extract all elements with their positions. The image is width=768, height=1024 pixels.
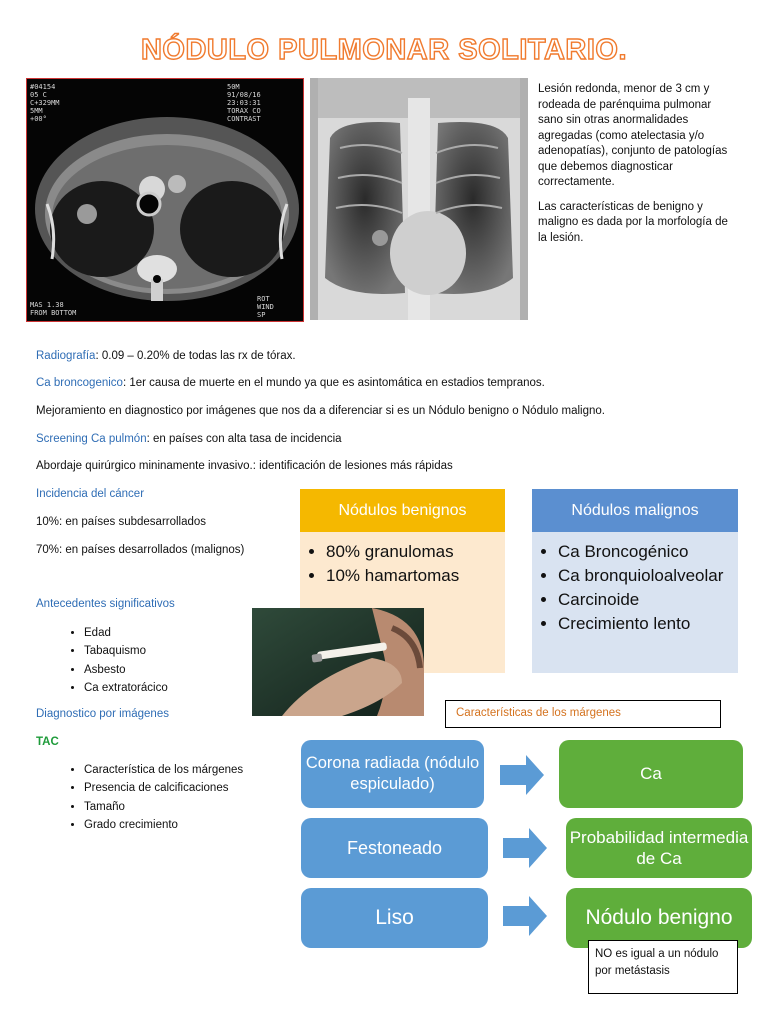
list-item: • Característica de los márgenes xyxy=(84,761,276,779)
intro-paragraph-1: Lesión redonda, menor de 3 cm y rodeada de parénquima pulmonar sano sin otras anormalidades agregadas (como atelectasia y/o adenopatías), conjunto de patologías que debemos diagnosticar correctamente. xyxy=(538,83,728,188)
diagnostico-list xyxy=(36,761,276,834)
line-ca-broncogenico: Ca broncogenico: 1er causa de muerte en el mundo ya que es asintomática en estadios tempranos. xyxy=(36,377,545,389)
malignant-nodules-box xyxy=(532,489,738,673)
chest-xray-image xyxy=(310,78,528,320)
margins-label: Características de los márgenes xyxy=(456,707,621,719)
list-item: • Ca extratorácico xyxy=(84,679,256,697)
list-item: • Presencia de calcificaciones xyxy=(84,779,276,797)
diagnostico-heading: Diagnostico por imágenes xyxy=(36,708,169,720)
result-probabilidad-intermedia: Probabilidad intermedia de Ca xyxy=(566,818,752,878)
metastasis-note: NO es igual a un nódulo por metástasis xyxy=(595,948,719,977)
incidence-line-1: 10%: en países subdesarrollados xyxy=(36,516,207,528)
list-item: • Ca bronquioloalveolar xyxy=(558,564,730,588)
arrow-icon xyxy=(503,828,549,873)
intro-text xyxy=(538,82,738,255)
tac-label: TAC xyxy=(36,736,59,748)
line-mejoramiento: Mejoramiento en diagnostico por imágenes que nos da a diferenciar si es un Nódulo benigno o Nódulo maligno. xyxy=(36,405,605,417)
list-item: • 10% hamartomas xyxy=(326,564,505,588)
incidence-line-2: 70%: en países desarrollados (malignos) xyxy=(36,544,245,556)
malignant-nodules-header: Nódulos malignos xyxy=(532,489,738,532)
list-item: • Crecimiento lento xyxy=(558,612,730,636)
margin-liso: Liso xyxy=(301,888,488,948)
ct-scan-image: #04154 05 C C+329MM 5MM +00° 50M 91/08/16 23:03:31 TORAX CO CONTRAST MAS 1.38 FROM BOTTOM ROT WIND SP xyxy=(26,78,304,322)
line-screening: Screening Ca pulmón: en países con alta tasa de incidencia xyxy=(36,433,342,445)
list-item: • Tabaquismo xyxy=(84,642,256,660)
intro-paragraph-2: Las características de benigno y maligno es dada por la morfología de la lesión. xyxy=(538,200,728,244)
list-item: • Asbesto xyxy=(84,661,256,679)
arrow-icon xyxy=(500,755,546,800)
margin-corona-radiada: Corona radiada (nódulo espiculado) xyxy=(301,740,484,808)
line-abordaje: Abordaje quirúrgico mininamente invasivo.: identificación de lesiones más rápidas xyxy=(36,460,453,472)
margin-festoneado: Festoneado xyxy=(301,818,488,878)
metastasis-note-box xyxy=(588,940,738,994)
page-title: NÓDULO PULMONAR SOLITARIO. xyxy=(140,34,628,66)
result-nodulo-benigno: Nódulo benigno xyxy=(566,888,752,948)
antecedentes-heading: Antecedentes significativos xyxy=(36,598,175,610)
margins-label-box xyxy=(445,700,721,728)
antecedentes-list xyxy=(36,624,256,697)
list-item: • Edad xyxy=(84,624,256,642)
list-item: • 80% granulomas xyxy=(326,540,505,564)
list-item: • Grado crecimiento xyxy=(84,816,276,834)
result-ca: Ca xyxy=(559,740,743,808)
arrow-icon xyxy=(503,896,549,941)
list-item: • Ca Broncogénico xyxy=(558,540,730,564)
incidence-heading: Incidencia del cáncer xyxy=(36,488,145,500)
benign-nodules-header: Nódulos benignos xyxy=(300,489,505,532)
list-item: • Tamaño xyxy=(84,798,276,816)
smoking-photo xyxy=(252,608,424,716)
list-item: • Carcinoide xyxy=(558,588,730,612)
line-radiografia: Radiografía: 0.09 – 0.20% de todas las rx de tórax. xyxy=(36,350,296,362)
